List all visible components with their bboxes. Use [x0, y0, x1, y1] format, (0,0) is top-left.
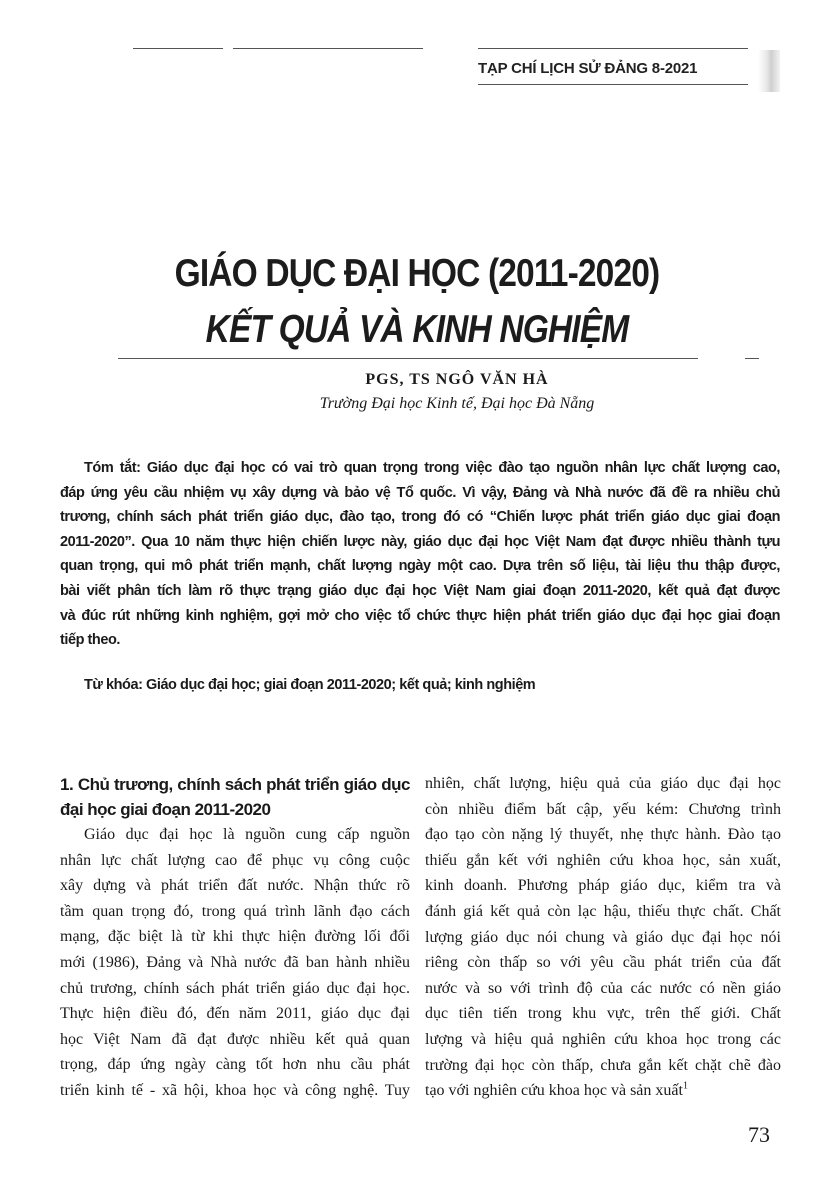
- section-heading-line: đại học giai đoạn 2011-2020: [60, 800, 271, 819]
- body-line: trọng, đáp ứng ngày càng tốt hơn nhu cầu phát: [60, 1056, 410, 1074]
- author-name: PGS, TS NGÔ VĂN HÀ: [365, 371, 549, 388]
- abstract-line: Tóm tắt: Giáo dục đại học có vai trò quan trọng trong việc đào tạo nguồn nhân lực chất lượng cao,: [84, 460, 780, 476]
- body-line: học Việt Nam đã đạt được nhiều kết quả quan: [60, 1030, 410, 1048]
- body-line-last: [425, 1078, 781, 1104]
- title-rule: [118, 358, 698, 359]
- body-line: đánh giá kết quả còn lạc hậu, thiếu thực chất. Chất: [425, 902, 781, 920]
- body-line: Giáo dục đại học là nguồn cung cấp nguồn: [84, 826, 410, 843]
- header-rule: [478, 84, 748, 85]
- body-line: đạo tạo còn nặng lý thuyết, nhẹ thực hành. Đào tạo: [425, 826, 781, 844]
- body-line: mới (1986), Đảng và Nhà nước đã ban hành nhiều: [60, 953, 410, 971]
- abstract-line: trương, chính sách phát triển giáo dục, đào tạo, trong đó có “Chiến lược phát triển giáo dục giai đoạn: [60, 509, 780, 526]
- body-line: thiếu gắn kết với nghiên cứu khoa học, sản xuất,: [425, 851, 781, 869]
- section-heading-line: 1. Chủ trương, chính sách phát triển giáo dục: [60, 775, 410, 794]
- abstract: [60, 456, 780, 653]
- right-column-text: [425, 771, 781, 1104]
- body-line: lượng và hiệu quả nghiên cứu khoa học trong các: [425, 1030, 781, 1048]
- body-line: riêng còn thấp so với yêu cầu phát triển của đất: [425, 954, 781, 972]
- body-line: trường đại học còn thấp, chưa gắn kết chặt chẽ đào: [425, 1056, 781, 1074]
- body-line: tầm quan trọng đó, trong quá trình lãnh đạo cách: [60, 902, 410, 920]
- body-line: triển kinh tế - xã hội, khoa học và công nghệ. Tuy: [60, 1081, 410, 1099]
- body-line: mạng, đặc biệt là từ khi thực hiện đường lối đổi: [60, 928, 410, 946]
- title-rule: [745, 358, 759, 359]
- section-heading: [60, 772, 410, 822]
- abstract-line: đáp ứng yêu cầu nhiệm vụ xây dựng và bảo vệ Tổ quốc. Vì vậy, Đảng và Nhà nước đã đề ra nhiều chủ: [60, 484, 780, 501]
- page-number: 73: [748, 1122, 770, 1147]
- journal-header: TẠP CHÍ LỊCH SỬ ĐẢNG 8-2021: [478, 60, 698, 77]
- body-line: nhân lực chất lượng cao để phục vụ công cuộc: [60, 851, 410, 869]
- header-rule: [478, 48, 748, 49]
- body-line: nước và so với trình độ của các nước có nền giáo: [425, 979, 781, 997]
- scan-artifact: [758, 50, 780, 92]
- body-line: Thực hiện điều đó, đến năm 2011, giáo dục đại: [60, 1005, 410, 1023]
- header-rule: [133, 48, 223, 49]
- abstract-line: tiếp theo.: [60, 632, 120, 649]
- article-title-line2: KẾT QUẢ VÀ KINH NGHIỆM: [205, 308, 629, 351]
- article-title-line1: GIÁO DỤC ĐẠI HỌC (2011-2020): [174, 252, 660, 295]
- body-line: lượng giáo dục nói chung và giáo dục đại học nói: [425, 928, 781, 946]
- body-line: còn nhiều điểm bất cập, yếu kém: Chương trình: [425, 800, 781, 818]
- author-affiliation: Trường Đại học Kinh tế, Đại học Đà Nẵng: [319, 395, 595, 412]
- left-column-text: [60, 822, 410, 1104]
- body-line: xây dựng và phát triển đất nước. Nhận thức rõ: [60, 877, 410, 895]
- abstract-line: quan trọng, qui mô phát triển mạnh, chất lượng ngày một cao. Dựa trên số liệu, tài liệu thu thập được,: [60, 558, 780, 575]
- abstract-line: 2011-2020”. Qua 10 năm thực hiện chiến lược này, giáo dục đại học Việt Nam đạt được nhiều thành tựu: [60, 533, 780, 550]
- abstract-line: bài viết phân tích làm rõ thực trạng giáo dục đại học Việt Nam giai đoạn 2011-2020, kết quả đạt được: [60, 582, 780, 599]
- keywords: Từ khóa: Giáo dục đại học; giai đoạn 2011-2020; kết quả; kinh nghiệm: [84, 677, 536, 693]
- body-line: nhiên, chất lượng, hiệu quả của giáo dục đại học: [425, 775, 781, 792]
- header-rule: [233, 48, 423, 49]
- footnote-ref[interactable]: 1: [682, 1080, 688, 1092]
- abstract-line: và đúc rút những kinh nghiệm, gợi mở cho việc tổ chức thực hiện phát triển giáo dục đại học giai đoạn: [60, 607, 780, 624]
- body-line: chủ trương, chính sách phát triển giáo dục đại học.: [60, 979, 410, 997]
- body-line-text: tạo với nghiên cứu khoa học và sản xuất: [425, 1082, 683, 1100]
- body-line: kinh doanh. Phương pháp giáo dục, kiểm tra và: [425, 877, 781, 895]
- body-line: dục tiên tiến trong khu vực, trên thế giới. Chất: [425, 1005, 781, 1023]
